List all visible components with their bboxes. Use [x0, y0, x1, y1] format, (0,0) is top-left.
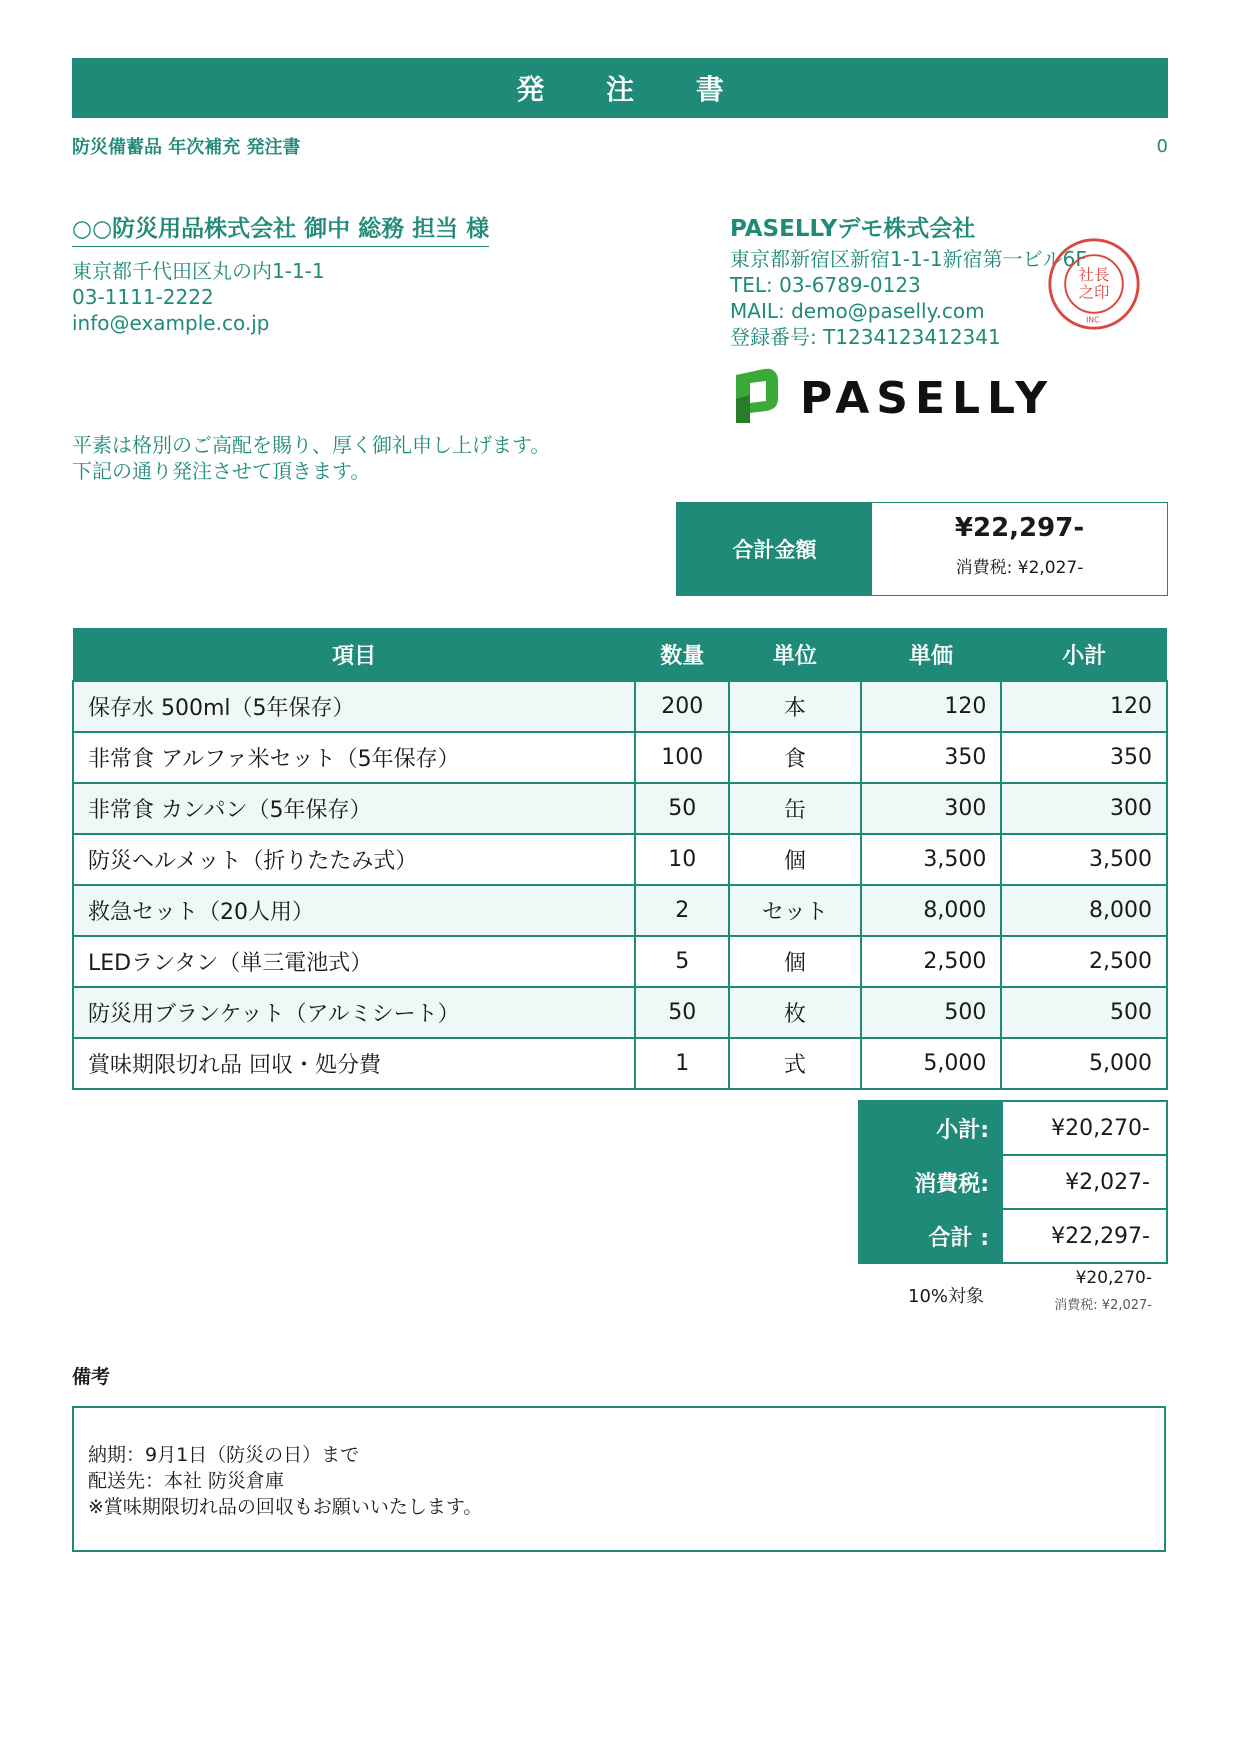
table-row — [73, 732, 1167, 783]
cell-subtotal: 300 — [1001, 783, 1167, 834]
summary-subtotal-row — [859, 1101, 1167, 1155]
sender-mail: MAIL: demo@paselly.com — [730, 299, 985, 323]
sender-tel: TEL: 03-6789-0123 — [730, 273, 921, 297]
cell-qty: 1 — [635, 1038, 729, 1089]
tax-rate-label: 10%対象 — [908, 1286, 985, 1307]
cell-subtotal: 3,500 — [1001, 834, 1167, 885]
recipient-info — [72, 258, 325, 336]
document-title: 発 注 書 — [72, 58, 1168, 118]
summary-subtotal-value: ¥20,270- — [1002, 1101, 1167, 1155]
sender-name: PASELLYデモ株式会社 — [730, 216, 976, 242]
cell-qty: 5 — [635, 936, 729, 987]
cell-name: 非常食 カンパン（5年保存） — [73, 783, 635, 834]
header-item: 項目 — [73, 628, 635, 681]
recipient-address: 東京都千代田区丸の内1-1-1 — [72, 259, 325, 283]
greeting-line-1: 平素は格別のご高配を賜り、厚く御礼申し上げます。 — [72, 433, 551, 457]
sender-address: 東京都新宿区新宿1-1-1新宿第一ビル6F — [730, 247, 1087, 271]
summary-tax-value: ¥2,027- — [1002, 1155, 1167, 1209]
greeting — [72, 432, 550, 484]
cell-unit: セット — [729, 885, 861, 936]
remarks-line-3: ※賞味期限切れ品の回収もお願いいたします。 — [88, 1496, 483, 1518]
cell-unit: 枚 — [729, 987, 861, 1038]
table-row — [73, 783, 1167, 834]
cell-subtotal: 8,000 — [1001, 885, 1167, 936]
header-subtotal: 小計 — [1001, 628, 1167, 681]
remarks-line-1: 納期：9月1日（防災の日）まで — [88, 1444, 360, 1466]
header-qty: 数量 — [635, 628, 729, 681]
grand-total-box — [676, 502, 1168, 596]
cell-subtotal: 2,500 — [1001, 936, 1167, 987]
summary-tax-label: 消費税: — [859, 1155, 1002, 1209]
summary-table — [858, 1100, 1168, 1264]
sender-info — [730, 246, 1087, 350]
summary-total-label: 合計 : — [859, 1209, 1002, 1263]
cell-name: 賞味期限切れ品 回収・処分費 — [73, 1038, 635, 1089]
grand-total-amount: ¥22,297- — [954, 513, 1085, 543]
table-header-row — [73, 628, 1167, 681]
recipient-name: ○○防災用品株式会社 御中 総務 担当 様 — [72, 210, 489, 247]
cell-qty: 10 — [635, 834, 729, 885]
items-table — [72, 628, 1168, 1090]
remarks-line-2: 配送先：本社 防災倉庫 — [88, 1470, 285, 1492]
remarks-text — [74, 1408, 1164, 1554]
cell-unit: 缶 — [729, 783, 861, 834]
grand-total-values — [872, 503, 1167, 595]
grand-total-tax: 消費税: ¥2,027- — [955, 558, 1084, 578]
cell-qty: 2 — [635, 885, 729, 936]
svg-text:之印: 之印 — [1078, 283, 1110, 302]
document-subtitle: 防災備蓄品 年次補充 発注書 — [72, 137, 301, 158]
recipient-tel: 03-1111-2222 — [72, 285, 214, 309]
cell-qty: 50 — [635, 987, 729, 1038]
remarks-label: 備考 — [72, 1366, 111, 1388]
summary-total-value: ¥22,297- — [1002, 1209, 1167, 1263]
cell-subtotal: 350 — [1001, 732, 1167, 783]
table-row — [73, 936, 1167, 987]
greeting-line-2: 下記の通り発注させて頂きます。 — [72, 459, 371, 483]
cell-price: 300 — [861, 783, 1002, 834]
sender-registration: 登録番号: T1234123412341 — [730, 325, 1001, 349]
cell-unit: 本 — [729, 681, 861, 732]
grand-total-label: 合計金額 — [677, 503, 872, 595]
summary-subtotal-label: 小計: — [859, 1101, 1002, 1155]
cell-price: 2,500 — [861, 936, 1002, 987]
company-seal-stamp — [1046, 236, 1142, 332]
cell-unit: 式 — [729, 1038, 861, 1089]
document-number: 0 — [1156, 136, 1168, 157]
cell-price: 350 — [861, 732, 1002, 783]
svg-text:INC.: INC. — [1086, 315, 1102, 325]
cell-unit: 個 — [729, 936, 861, 987]
company-logo — [730, 365, 1060, 427]
svg-text:PASELLY: PASELLY — [800, 373, 1055, 424]
cell-subtotal: 120 — [1001, 681, 1167, 732]
cell-name: LEDランタン（単三電池式） — [73, 936, 635, 987]
table-row — [73, 681, 1167, 732]
cell-name: 救急セット（20人用） — [73, 885, 635, 936]
summary-tax-row — [859, 1155, 1167, 1209]
cell-qty: 200 — [635, 681, 729, 732]
cell-name: 非常食 アルファ米セット（5年保存） — [73, 732, 635, 783]
cell-name: 防災ヘルメット（折りたたみ式） — [73, 834, 635, 885]
tax-rate-amount: ¥20,270- — [1075, 1268, 1152, 1288]
cell-price: 3,500 — [861, 834, 1002, 885]
summary-total-row — [859, 1209, 1167, 1263]
tax-rate-tax: 消費税: ¥2,027- — [1054, 1298, 1152, 1313]
cell-qty: 100 — [635, 732, 729, 783]
cell-name: 防災用ブランケット（アルミシート） — [73, 987, 635, 1038]
table-row — [73, 987, 1167, 1038]
cell-subtotal: 500 — [1001, 987, 1167, 1038]
cell-price: 120 — [861, 681, 1002, 732]
svg-text:社長: 社長 — [1078, 266, 1110, 285]
header-unit: 単位 — [729, 628, 861, 681]
header-price: 単価 — [861, 628, 1002, 681]
cell-price: 500 — [861, 987, 1002, 1038]
table-row — [73, 885, 1167, 936]
cell-price: 5,000 — [861, 1038, 1002, 1089]
table-row — [73, 1038, 1167, 1089]
cell-unit: 食 — [729, 732, 861, 783]
cell-qty: 50 — [635, 783, 729, 834]
cell-price: 8,000 — [861, 885, 1002, 936]
recipient-email: info@example.co.jp — [72, 311, 270, 335]
cell-unit: 個 — [729, 834, 861, 885]
remarks-box — [72, 1406, 1166, 1552]
table-row — [73, 834, 1167, 885]
cell-subtotal: 5,000 — [1001, 1038, 1167, 1089]
cell-name: 保存水 500ml（5年保存） — [73, 681, 635, 732]
